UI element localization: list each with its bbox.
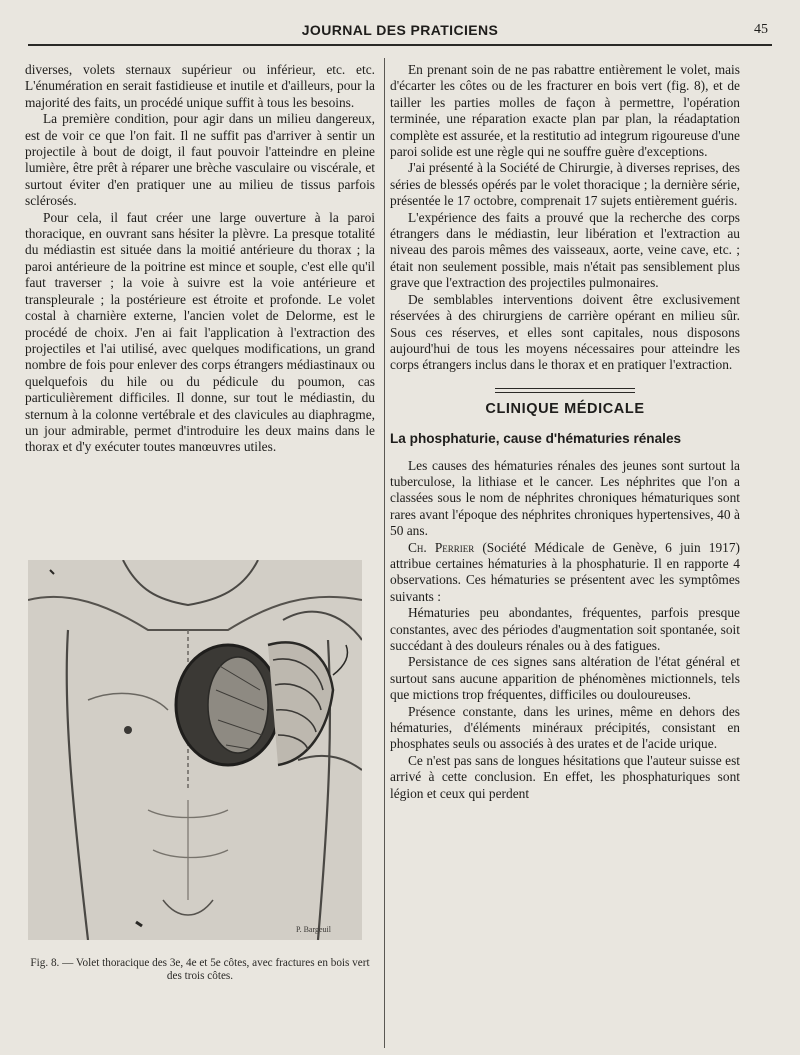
paragraph: Présence constante, dans les urines, même en dehors des hématuries, d'éléments minéraux précipités, consistant en phosphates seuls ou associés à des urates et de l'acide urique. xyxy=(390,703,740,752)
running-head xyxy=(28,22,772,46)
paragraph: Les causes des hématuries rénales des jeunes sont surtout la tuberculose, la lithiase et le cancer. Les néphrites que l'on a classées sous le nom de néphrites chroniques hématuriques sont rares avant l'époque des néphrites chroniques hypertensives, 40 à 50 ans. xyxy=(390,457,740,539)
paragraph xyxy=(390,540,740,606)
artist-signature: P. Bargeuil xyxy=(296,925,331,934)
paragraph: Ce n'est pas sans de longues hésitations que l'auteur suisse est arrivé à cette conclusion. En effet, les phosphaturiques sont légion et ceux qui perdent xyxy=(390,752,740,801)
author-name: Ch. Perrier xyxy=(408,539,475,555)
right-column xyxy=(390,62,740,802)
page-number: 45 xyxy=(754,22,768,37)
figure-caption: Fig. 8. — Volet thoracique des 3e, 4e et 5e côtes, avec fractures en bois vert des trois côtes. xyxy=(30,957,370,982)
paragraph: J'ai présenté à la Société de Chirurgie, à diverses reprises, des séries de blessés opérés par le volet thoracique ; la dernière série, présentée le 17 octobre, comprenait 17 sujets entièrement guéris. xyxy=(390,160,740,209)
section-rule xyxy=(495,388,635,393)
journal-title: JOURNAL DES PRATICIENS xyxy=(301,22,499,38)
column-divider xyxy=(384,58,385,1048)
article-title: La phosphaturie, cause d'hématuries rénales xyxy=(390,431,682,447)
paragraph: De semblables interventions doivent être exclusivement réservées à des chirurgiens de carrière opérant en milieu sûr. Sous ces réserves, et elles sont capitales, nous disposons aujourd'hui de tous les moyens nécessaires pour atteindre les corps étrangers inclus dans le thorax et en pratiquer l'extraction. xyxy=(390,291,740,373)
paragraph: L'expérience des faits a prouvé que la recherche des corps étrangers dans le médiastin, leur libération et l'extraction au niveau des parois mêmes des vaisseaux, aorte, veine cave, etc. ; était non seulement possible, mais n'était pas sensiblement plus grave que l'extraction des projectiles pulmonaires. xyxy=(390,209,740,291)
section-title: CLINIQUE MÉDICALE xyxy=(485,400,645,417)
paragraph: Hématuries peu abondantes, fréquentes, parfois presque constantes, avec des périodes d'augmentation soit spontanée, soit succédant à des douleurs rénales ou à des fatigues. xyxy=(390,605,740,653)
left-column xyxy=(25,62,375,456)
thoracic-flap-drawing xyxy=(28,560,362,940)
figure-illustration xyxy=(28,560,362,940)
paragraph: diverses, volets sternaux supérieur ou inférieur, etc. etc. L'énumération en serait fastidieuse et inutile et d'ailleurs, pour la majorité des faits, un procédé unique suffit à tous les besoins. xyxy=(25,62,375,110)
paragraph: En prenant soin de ne pas rabattre entièrement le volet, mais d'écarter les côtes ou de les fracturer en bois vert (fig. 8), et de tailler les parties molles de façon à permettre, l'opération terminée, une réparation exacte plan par plan, la réadaptation complète est assurée, et la restitutio ad integrum rigoureuse d'une paroi solide est une règle qui ne souffre guère d'exceptions. xyxy=(390,62,740,160)
paragraph: Pour cela, il faut créer une large ouverture à la paroi thoracique, en ouvrant sans hésiter la plèvre. La presque totalité du médiastin est située dans la moitié antérieure du thorax ; la paroi antérieure de la poitrine est mince et souple, c'est elle qu'il faut traverser ; la voie à suivre est la voie antérieure et transpleurale ; la postérieure est étroite et profonde. Le volet costal à charnière externe, l'ancien volet de Delorme, est le procédé de choix. J'en ai fait l'application à l'extraction des projectiles et l'ai utilisé, avec quelques modifications, un grand nombre de fois pour enlever des corps étrangers médiastinaux ou quelquefois du hile ou du pédicule du poumon, cas particulièrement difficiles. Il donne, sur tout le médiastin, du sternum à la colonne vertébrale et des clavicules au diaphragme, un jour admirable, permet d'introduire les deux mains dans le thorax et d'y exécuter toutes manœuvres utiles. xyxy=(25,209,375,455)
section-heading xyxy=(390,388,740,417)
paragraph: Persistance de ces signes sans altération de l'état général et surtout sans aucune apparition de phénomènes mictionnels, tels que mictions trop fréquentes, difficiles ou douloureuses. xyxy=(390,654,740,703)
paragraph-text: (Société Médicale de Genève, 6 juin 1917) attribue certaines hématuries à la phosphaturie. Il en rapporte 4 observations. Ces hématuries se présentent avec les symptômes suivants : xyxy=(390,539,740,604)
paragraph: La première condition, pour agir dans un milieu dangereux, est de voir ce que l'on fait. Il ne suffit pas d'arriver à sentir un projectile à bout de doigt, il faut pouvoir l'atteindre en pleine lumière, être prêt à réparer une brèche vasculaire ou viscérale, et surtout éviter d'en pratiquer une au milieu de tissus parfois sclérosés. xyxy=(25,111,375,209)
